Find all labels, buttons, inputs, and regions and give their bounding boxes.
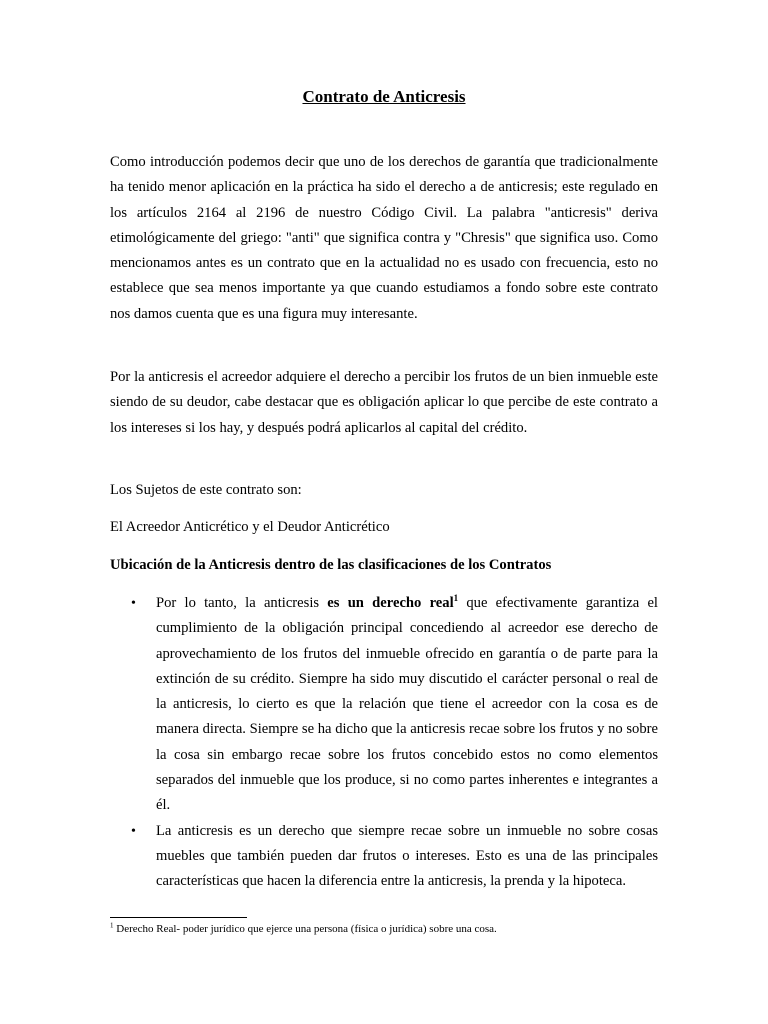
footnote-reference: 1 [453, 593, 459, 604]
bullet-text-post: que efectivamente garantiza el cumplimiento de la obligación principal concediendo al acreedor ese derecho de aprovechamiento de los frutos del inmueble ofrecido en garantía o de parte para la extinción de su crédito. Siempre ha sido muy discutido el carácter personal o real de la anticresis, lo cierto es que la relación que tiene el acreedor con la cosa es de manera directa. Siempre se ha dicho que la anticresis recae sobre los frutos y no sobre la cosa sin embargo recae sobre los frutos concebido estos no como elementos separados del inmueble que los produce, si no como partes inherentes e integrantes a él. [156, 595, 658, 814]
footnote [110, 921, 670, 937]
footnote-number: 1 [110, 921, 114, 930]
list-item [110, 819, 658, 895]
bullet-icon: • [131, 823, 136, 839]
paragraph-subjects: El Acreedor Anticrético y el Deudor Anticrético [110, 519, 390, 535]
section-heading: Ubicación de la Anticresis dentro de las clasificaciones de los Contratos [110, 557, 552, 573]
paragraph-introduction: Como introducción podemos decir que uno de los derechos de garantía que tradicionalmente ha tenido menor aplicación en la práctica ha sido el derecho a de anticresis; este regulado en los artículos 2164 al 2196 de nuestro Código Civil. La palabra "anticresis" deriva etimológicamente del griego: "anti" que significa contra y "Chresis" que significa uso. Como mencionamos antes es un contrato que en la actualidad no es usado con frecuencia, esto no establece que sea menos importante ya que cuando estudiamos a fondo sobre este contrato nos damos cuenta que es una figura muy interesante. [110, 154, 658, 322]
bullet-text-bold: es un derecho real [327, 595, 454, 611]
list-item [110, 591, 658, 819]
bullet-list [110, 591, 658, 895]
paragraph-subjects-intro: Los Sujetos de este contrato son: [110, 482, 302, 498]
bullet-text-pre: Por lo tanto, la anticresis [156, 595, 328, 611]
bullet-icon: • [131, 596, 136, 611]
document-title: Contrato de Anticresis [302, 87, 466, 106]
paragraph-definition: Por la anticresis el acreedor adquiere el derecho a percibir los frutos de un bien inmueble este siendo de su deudor, cabe destacar que es obligación aplicar lo que percibe de este contrato a los intereses si los hay, y después podrá aplicarlos al capital del crédito. [110, 369, 658, 436]
bullet-text: La anticresis es un derecho que siempre recae sobre un inmueble no sobre cosas muebles que también pueden dar frutos o intereses. Esto es una de las principales características que hacen la diferencia entre la anticresis, la prenda y la hipoteca. [156, 822, 658, 890]
footnote-text: Derecho Real- poder jurídico que ejerce una persona (física o jurídica) sobre una cosa. [113, 923, 497, 935]
footnote-divider [110, 917, 247, 918]
